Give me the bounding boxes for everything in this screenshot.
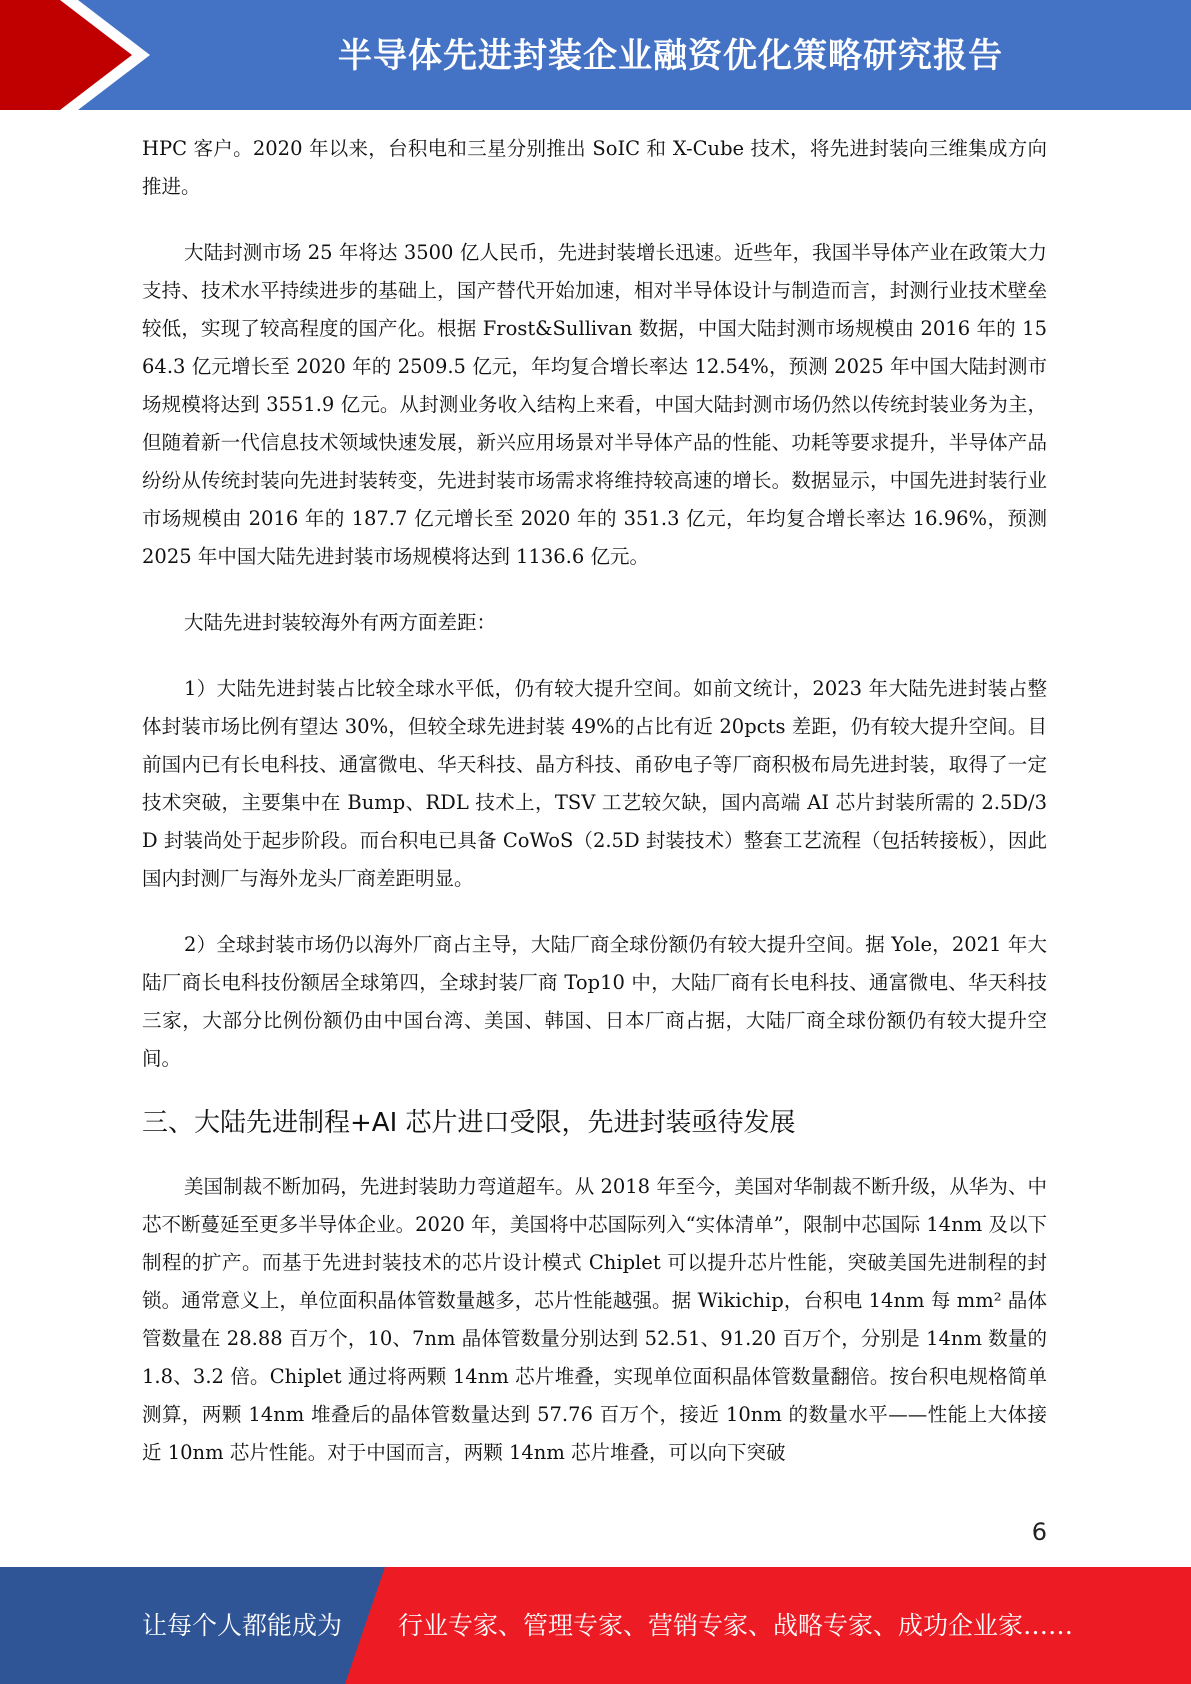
paragraph-3: 大陆先进封装较海外有两方面差距：	[184, 611, 497, 634]
page-number: 6	[1031, 1518, 1047, 1546]
header-red-arrow	[0, 0, 140, 110]
page-header	[0, 0, 1191, 110]
page-body	[142, 130, 1047, 1472]
section-heading: 三、大陆先进制程+AI 芯片进口受限，先进封装亟待发展	[142, 1108, 796, 1138]
paragraph-1: HPC 客户。2020 年以来，台积电和三星分别推出 SoIC 和 X-Cube 技术，将先进封装向三维集成方向推进。	[142, 137, 1047, 198]
paragraph-2: 大陆封测市场 25 年将达 3500 亿人民币，先进封装增长迅速。近些年，我国半导体产业在政策大力支持、技术水平持续进步的基础上，国产替代开始加速，相对半导体设计与制造而言，封测行业技术壁垒较低，实现了较高程度的国产化。根据 Frost&Sullivan 数据，中国大陆封测市场规模由 2016 年的 1564.3 亿元增长至 2020 年的 2509.5 亿元，年均复合增长率达 12.54%，预测 2025 年中国大陆封测市场规模将达到 3551.9 亿元。从封测业务收入结构上来看，中国大陆封测市场仍然以传统封装业务为主，但随着新一代信息技术领域快速发展，新兴应用场景对半导体产品的性能、功耗等要求提升，半导体产品纷纷从传统封装向先进封装转变，先进封装市场需求将维持较高速的增长。数据显示，中国先进封装行业市场规模由 2016 年的 187.7 亿元增长至 2020 年的 351.3 亿元，年均复合增长率达 16.96%，预测 2025 年中国大陆先进封装市场规模将达到 1136.6 亿元。	[142, 241, 1047, 568]
footer-slogan-left: 让每个人都能成为	[142, 1611, 343, 1640]
page-footer	[0, 1567, 1191, 1684]
report-title: 半导体先进封装企业融资优化策略研究报告	[338, 36, 1003, 76]
paragraph-5: 2）全球封装市场仍以海外厂商占主导，大陆厂商全球份额仍有较大提升空间。据 Yole，2021 年大陆厂商长电科技份额居全球第四，全球封装厂商 Top10 中，大陆厂商有长电科技、通富微电、华天科技三家，大部分比例份额仍由中国台湾、美国、韩国、日本厂商占据，大陆厂商全球份额仍有较大提升空间。	[142, 933, 1047, 1070]
footer-slogan-right: 行业专家、管理专家、营销专家、战略专家、成功企业家……	[398, 1611, 1074, 1640]
paragraph-6: 美国制裁不断加码，先进封装助力弯道超车。从 2018 年至今，美国对华制裁不断升级，从华为、中芯不断蔓延至更多半导体企业。2020 年，美国将中芯国际列入“实体清单”，限制中芯国际 14nm 及以下制程的扩产。而基于先进封装技术的芯片设计模式 Chiplet 可以提升芯片性能，突破美国先进制程的封锁。通常意义上，单位面积晶体管数量越多，芯片性能越强。据 Wikichip，台积电 14nm 每 mm² 晶体管数量在 28.88 百万个，10、7nm 晶体管数量分别达到 52.51、91.20 百万个，分别是 14nm 数量的 1.8、3.2 倍。Chiplet 通过将两颗 14nm 芯片堆叠，实现单位面积晶体管数量翻倍。按台积电规格简单测算，两颗 14nm 堆叠后的晶体管数量达到 57.76 百万个，接近 10nm 的数量水平——性能上大体接近 10nm 芯片性能。对于中国而言，两颗 14nm 芯片堆叠，可以向下突破	[142, 1175, 1047, 1464]
paragraph-4: 1）大陆先进封装占比较全球水平低，仍有较大提升空间。如前文统计，2023 年大陆先进封装占整体封装市场比例有望达 30%，但较全球先进封装 49%的占比有近 20pcts 差距，仍有较大提升空间。目前国内已有长电科技、通富微电、华天科技、晶方科技、甬矽电子等厂商积极布局先进封装，取得了一定技术突破，主要集中在 Bump、RDL 技术上，TSV 工艺较欠缺，国内高端 AI 芯片封装所需的 2.5D/3D 封装尚处于起步阶段。而台积电已具备 CoWoS（2.5D 封装技术）整套工艺流程（包括转接板），因此国内封测厂与海外龙头厂商差距明显。	[142, 677, 1047, 890]
